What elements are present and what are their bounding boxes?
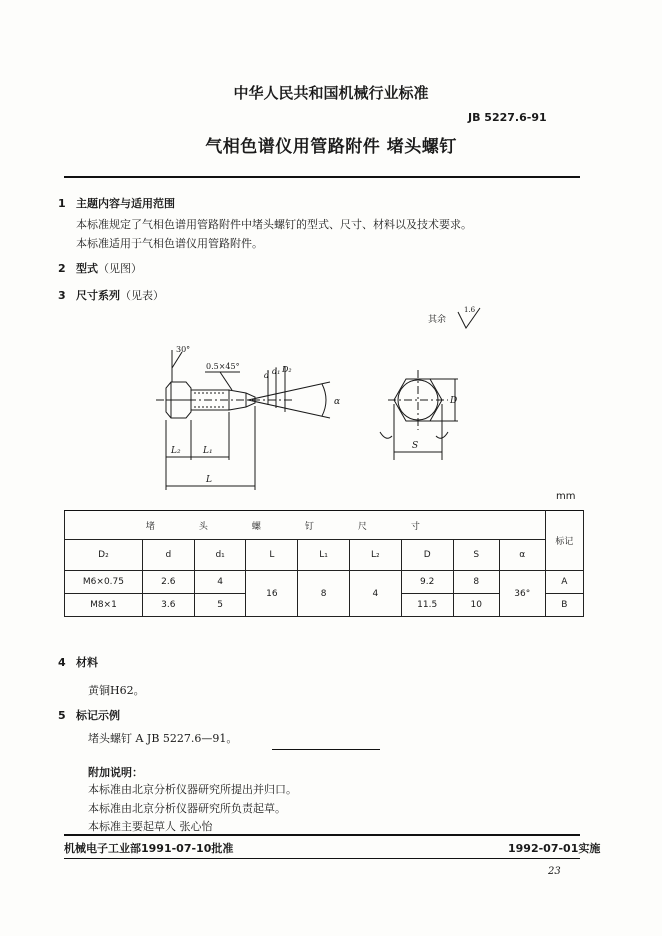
approval-date: 机械电子工业部1991-07-10批准	[64, 842, 234, 855]
cell-d: 3.6	[142, 594, 194, 617]
section-1-number: 1	[58, 197, 66, 210]
L2-label: L₂	[171, 446, 181, 456]
section-4-title: 材料	[76, 656, 98, 669]
screw-side-view	[156, 350, 330, 490]
d1-label: d₁	[272, 367, 281, 376]
section-2-heading	[58, 260, 142, 276]
chamfer-label: 0.5×45°	[206, 362, 240, 371]
cell-d1: 4	[194, 571, 246, 594]
screw-end-view	[380, 370, 458, 460]
section-5-heading	[58, 707, 120, 723]
appendix-line-1: 本标准由北京分析仪器研究所提出并归口。	[88, 783, 297, 796]
roughness-label: 其余	[428, 315, 447, 325]
table-caption: 堵头螺钉尺寸	[65, 511, 546, 540]
footer-rule-bottom	[64, 858, 580, 859]
cell-S: 8	[453, 571, 499, 594]
effective-date: 1992-07-01实施	[508, 842, 601, 855]
section-4-heading	[58, 654, 98, 670]
section-1-heading	[58, 195, 175, 211]
appendix-line-2: 本标准由北京分析仪器研究所负责起草。	[88, 802, 286, 815]
table-header-D: D	[401, 540, 453, 571]
section-5-body: 堵头螺钉 A JB 5227.6—91。	[88, 732, 238, 745]
appendix-title: 附加说明：	[88, 766, 143, 779]
standard-number: JB 5227.6-91	[468, 111, 547, 124]
alpha-label: α	[334, 397, 341, 407]
section-3-title: 尺寸系列	[76, 289, 120, 302]
L-label: L	[206, 475, 212, 485]
cell-D: 11.5	[401, 594, 453, 617]
organization-heading: 中华人民共和国机械行业标准	[233, 84, 429, 102]
section-2-number: 2	[58, 262, 66, 275]
unit-label: mm	[556, 491, 576, 502]
table-header-S: S	[453, 540, 499, 571]
cell-L2: 4	[349, 571, 401, 617]
table-header-L2: L₂	[349, 540, 401, 571]
cell-D2: M6×0.75	[65, 571, 143, 594]
section-2-title: 型式	[76, 262, 98, 275]
document-title: 气相色谱仪用管路附件 堵头螺钉	[205, 137, 457, 157]
table-header-L: L	[246, 540, 298, 571]
table-header-D2: D₂	[65, 540, 143, 571]
section-3-note: （见表）	[120, 289, 164, 302]
cell-S: 10	[453, 594, 499, 617]
cell-D: 9.2	[401, 571, 453, 594]
cell-d1: 5	[194, 594, 246, 617]
separator-rule	[272, 749, 380, 750]
section-1-paragraph-1: 本标准规定了气相色谱用管路附件中堵头螺钉的型式、尺寸、材料以及技术要求。	[76, 218, 472, 231]
dimension-table	[64, 510, 584, 617]
table-header-alpha: α	[499, 540, 545, 571]
cell-d: 2.6	[142, 571, 194, 594]
section-5-title: 标记示例	[76, 709, 120, 722]
table-header-d: d	[142, 540, 194, 571]
D-label: D	[450, 396, 458, 406]
D2-label: D₂	[282, 365, 292, 374]
page-number: 23	[548, 866, 561, 877]
table-header-d1: d₁	[194, 540, 246, 571]
cell-L1: 8	[298, 571, 350, 617]
L1-label: L₁	[203, 446, 213, 456]
section-4-body: 黄铜H62。	[88, 684, 145, 697]
d-label: d	[264, 371, 270, 380]
cell-L: 16	[246, 571, 298, 617]
footer-rule-top	[64, 834, 580, 836]
angle-30-label: 30°	[176, 345, 191, 354]
header-rule	[64, 176, 580, 178]
S-label: S	[412, 441, 419, 451]
cell-alpha: 36°	[499, 571, 545, 617]
technical-drawing	[0, 300, 662, 495]
appendix-line-3: 本标准主要起草人 张心怡	[88, 820, 213, 833]
section-2-note: （见图）	[98, 262, 142, 275]
cell-mark: B	[545, 594, 583, 617]
section-1-title: 主题内容与适用范围	[76, 197, 175, 210]
cell-mark: A	[545, 571, 583, 594]
cell-D2: M8×1	[65, 594, 143, 617]
section-4-number: 4	[58, 656, 66, 669]
roughness-value: 1.6	[464, 306, 476, 314]
section-1-paragraph-2: 本标准适用于气相色谱仪用管路附件。	[76, 237, 263, 250]
table-header-mark: 标记	[545, 511, 583, 571]
table-header-L1: L₁	[298, 540, 350, 571]
table-row	[65, 571, 584, 594]
section-5-number: 5	[58, 709, 66, 722]
section-3-number: 3	[58, 289, 66, 302]
